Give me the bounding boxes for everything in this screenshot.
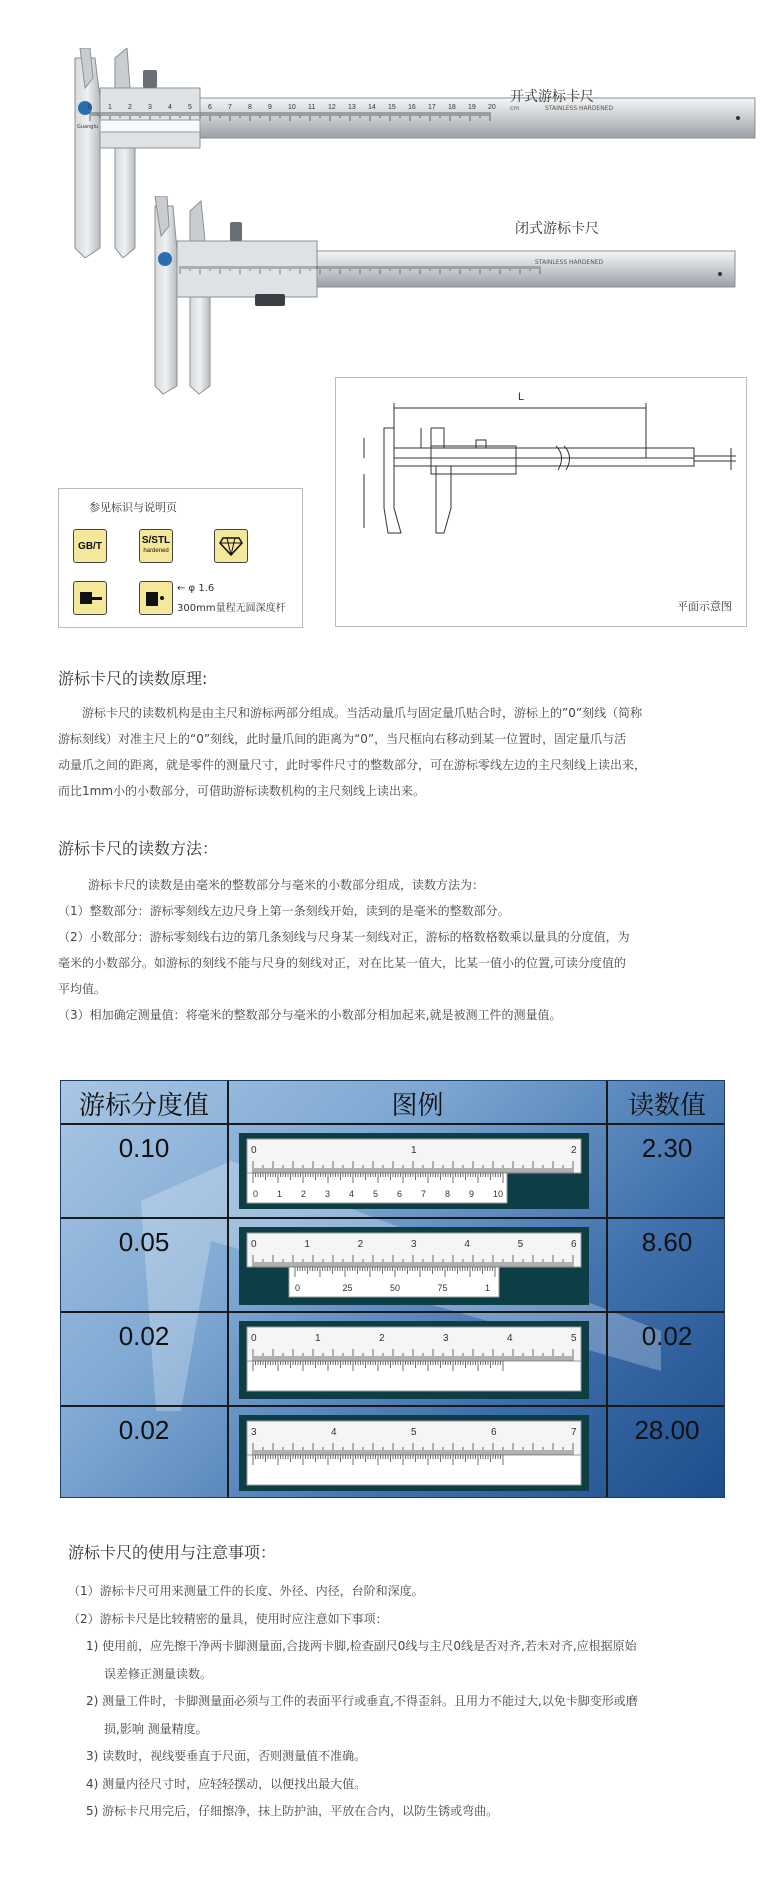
vernier-scale-label: 10	[493, 1189, 504, 1199]
vernier-scale-label: 25	[342, 1283, 353, 1293]
scale-number: 5	[188, 104, 192, 111]
usage-line: 5) 游标卡尺用完后，仔细擦净，抹上防护油，平放在合内，以防生锈或弯曲。	[86, 1804, 499, 1818]
scale-number: 4	[168, 104, 172, 111]
header-example: 图例	[391, 1090, 444, 1121]
scale-number: 17	[428, 104, 436, 111]
method-line: （2）小数部分：游标零刻线右边的第几条刻线与尺身某一刻线对正，游标的格数格数乘以量具的分度值，为	[58, 930, 630, 944]
vernier-scale	[247, 1455, 581, 1485]
method-line: 毫米的小数部分。如游标的刻线不能与尺身的刻线对正，对在比某一值大，比某一值小的位置,可读分度值的	[58, 956, 626, 970]
main-scale-label: 6	[571, 1239, 577, 1250]
open-caliper-caption: 开式游标卡尺	[510, 89, 594, 105]
header-reading: 读数值	[627, 1090, 706, 1121]
scale-example-2	[239, 1227, 589, 1305]
main-scale-label: 1	[411, 1145, 417, 1156]
scale-example-4	[239, 1415, 589, 1491]
depth-rod-icon	[73, 581, 107, 615]
section-usage-notes-body	[68, 1578, 758, 1826]
usage-line: （2）游标卡尺是比较精密的量具，使用时应注意如下事项：	[68, 1611, 388, 1626]
scale-number: 12	[328, 104, 336, 111]
section-reading-method-body	[58, 872, 758, 1028]
method-line: 游标卡尺的读数是由毫米的整数部分与毫米的小数部分组成，读数方法为：	[88, 878, 485, 892]
scale-example-1	[239, 1133, 589, 1209]
scale-number: 9	[268, 104, 272, 111]
principle-line: 游标卡尺的读数机构是由主尺和游标两部分组成。当活动量爪与固定量爪贴合时，游标上的”0”刻线（简称	[82, 706, 643, 720]
vernier-scale	[247, 1361, 581, 1391]
gbt-badge	[73, 529, 107, 563]
scale-number: 7	[228, 104, 232, 111]
vernier-scale-label: 2	[301, 1189, 307, 1199]
section-reading-method-title: 游标卡尺的读数方法：	[58, 839, 219, 858]
scale-number: 8	[248, 104, 252, 111]
svg-text:STAINLESS HARDENED: STAINLESS HARDENED	[545, 105, 614, 112]
scale-number: 6	[208, 104, 212, 111]
usage-line: 误差修正测量读数。	[104, 1666, 213, 1681]
row1-division: 0.10	[118, 1133, 170, 1163]
schematic-length-label: L	[518, 391, 525, 403]
scale-example-3	[239, 1321, 589, 1399]
legend-box	[58, 488, 303, 628]
vernier-scale-label: 0	[253, 1189, 259, 1199]
vernier-scale-label: 5	[373, 1189, 379, 1199]
row1-reading: 2.30	[641, 1133, 693, 1163]
scale-number: 14	[368, 104, 376, 111]
schematic-box	[335, 377, 747, 627]
usage-line: 3) 读数时，视线要垂直于尺面，否则测量值不准确。	[86, 1749, 367, 1763]
schematic-drawing	[336, 378, 746, 588]
scale-number: 13	[348, 104, 356, 111]
main-scale-label: 4	[331, 1427, 337, 1438]
principle-line: 而比1mm小的小数部分，可借助游标读数机构的主尺刻线上读出来。	[58, 784, 426, 798]
vernier-scale-label: 4	[349, 1189, 355, 1199]
scale-number: 1	[108, 104, 112, 111]
vernier-reading-table	[60, 1080, 725, 1498]
round-depth-rod-icon	[139, 581, 173, 615]
sstl-badge-label: S/STL	[141, 535, 171, 546]
main-scale-label: 6	[491, 1427, 497, 1438]
scale-number: 0	[88, 104, 92, 111]
vernier-scale-label: 3	[325, 1189, 331, 1199]
vernier-scale-label: 1	[485, 1283, 491, 1293]
vernier-scale-label: 7	[421, 1189, 427, 1199]
scale-number: 10	[288, 104, 296, 111]
main-scale-label: 2	[357, 1239, 364, 1250]
main-scale-label: 3	[251, 1427, 257, 1438]
main-scale-label: 2	[379, 1333, 385, 1344]
gbt-badge-label: GB/T	[78, 540, 102, 552]
row4-division: 0.02	[118, 1415, 170, 1445]
scale-number: 11	[308, 104, 316, 111]
vernier-scale-label: 6	[397, 1189, 403, 1199]
main-scale-label: 1	[315, 1333, 321, 1344]
principle-line: 动量爪之间的距离，就是零件的测量尺寸，此时零件尺寸的整数部分，可在游标零线左边的主尺刻线上读出来，	[58, 758, 647, 772]
section-usage-notes-title: 游标卡尺的使用与注意事项：	[68, 1543, 277, 1562]
main-scale-label: 7	[571, 1427, 577, 1438]
main-scale-label: 0	[251, 1333, 257, 1344]
vernier-scale-label: 75	[437, 1283, 448, 1293]
table-row-divider	[61, 1311, 724, 1313]
row4-reading: 28.00	[634, 1415, 700, 1445]
method-line: （1）整数部分：游标零刻线左边尺身上第一条刻线开始，读到的是毫米的整数部分。	[58, 904, 510, 918]
sstl-badge-sub: hardened	[143, 548, 169, 554]
main-scale-label: 1	[304, 1239, 310, 1250]
sstl-badge	[139, 529, 173, 563]
main-scale-label: 3	[411, 1239, 417, 1250]
svg-text:STAINLESS HARDENED: STAINLESS HARDENED	[535, 259, 604, 266]
svg-text:Guanglu: Guanglu	[77, 124, 99, 130]
svg-text:cm: cm	[510, 105, 520, 112]
scale-number: 15	[388, 104, 396, 111]
usage-line: 损,影响 测量精度。	[104, 1721, 208, 1736]
main-scale-label: 4	[507, 1333, 513, 1344]
legend-depth-note: 300mm量程无圆深度杆	[177, 603, 286, 614]
vernier-scale-label: 50	[390, 1283, 401, 1293]
main-scale-label: 4	[464, 1239, 470, 1250]
table-col-divider	[227, 1081, 229, 1497]
scale-number: 20	[488, 104, 496, 111]
row3-division: 0.02	[118, 1321, 170, 1351]
scale-number: 19	[468, 104, 476, 111]
scale-number: 3	[148, 104, 152, 111]
scale-number: 2	[128, 104, 132, 111]
vernier-scale-label: 0	[295, 1283, 301, 1293]
section-reading-principle-title: 游标卡尺的读数原理:	[58, 669, 208, 688]
main-scale-label: 5	[517, 1239, 524, 1250]
vernier-scale-label: 8	[445, 1189, 451, 1199]
method-line: （3）相加确定测量值：将毫米的整数部分与毫米的小数部分相加起来,就是被测工件的测量值。	[58, 1008, 562, 1022]
usage-line: 4) 测量内径尺寸时，应轻轻摆动，以便找出最大值。	[86, 1776, 367, 1791]
principle-line: 游标刻线）对准主尺上的“0”刻线，此时量爪间的距离为“0”，当尺框向右移动到某一位置时，固定量爪与活	[58, 732, 627, 746]
closed-caliper-caption: 闭式游标卡尺	[515, 221, 599, 237]
vernier-scale-label: 9	[469, 1189, 475, 1199]
diamond-icon	[214, 529, 248, 563]
main-scale-label: 2	[571, 1145, 577, 1156]
closed-caliper-image	[135, 196, 740, 396]
row3-reading: 0.02	[641, 1321, 693, 1351]
scale-number: 18	[448, 104, 456, 111]
usage-line: 2) 测量工件时，卡脚测量面必须与工件的表面平行或垂直,不得歪斜。且用力不能过大,以免卡脚变形或磨	[86, 1694, 638, 1708]
main-scale-label: 5	[411, 1427, 417, 1438]
main-scale-label: 0	[251, 1145, 257, 1156]
legend-phi-note: ← φ 1.6	[177, 583, 215, 594]
row2-reading: 8.60	[641, 1227, 693, 1257]
usage-line: （1）游标卡尺可用来测量工件的长度、外径、内径，台阶和深度。	[68, 1584, 424, 1598]
row2-division: 0.05	[118, 1227, 170, 1257]
scale-number: 16	[408, 104, 416, 111]
usage-line: 1) 使用前，应先擦干净两卡脚测量面,合拢两卡脚,检查副尺0线与主尺0线是否对齐,若未对齐,应根据原始	[86, 1639, 637, 1653]
legend-title: 参见标识与说明页	[89, 501, 177, 514]
main-scale-label: 3	[443, 1333, 449, 1344]
method-line: 平均值。	[58, 982, 107, 996]
main-scale-label: 0	[251, 1239, 257, 1250]
main-scale-label: 5	[571, 1333, 577, 1344]
main-scale	[247, 1327, 581, 1361]
header-division: 游标分度值	[78, 1090, 209, 1121]
vernier-scale-label: 1	[277, 1189, 283, 1199]
schematic-caption: 平面示意图	[677, 600, 732, 613]
section-reading-principle-body	[58, 700, 758, 804]
table-row-divider	[61, 1405, 724, 1407]
table-row-divider	[61, 1217, 724, 1219]
